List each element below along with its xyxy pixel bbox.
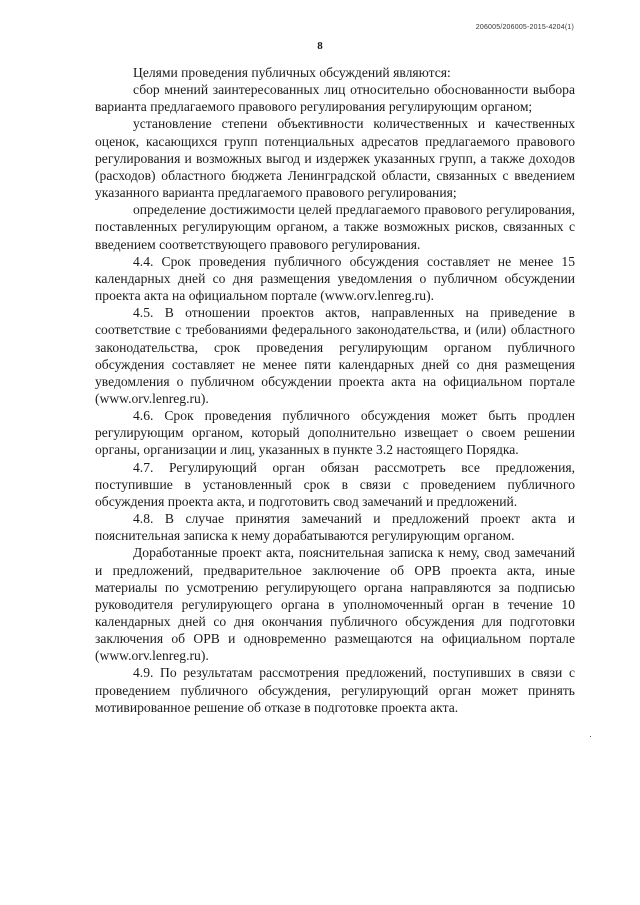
paragraph-4-7: 4.7. Регулирующий орган обязан рассмотреть все предложения, поступившие в установленный срок в связи с проведением публичного обсуждения проекта акта, и подготовить свод замечаний и предложений. [95, 459, 575, 509]
paragraph-4-6: 4.6. Срок проведения публичного обсуждения может быть продлен регулирующим органом, который дополнительно извещает о своем решении органы, организации и лиц, указанных в пункте 3.2 настоящего Порядка. [95, 408, 575, 458]
paragraph-4-8: 4.8. В случае принятия замечаний и предложений проект акта и пояснительная записка к нему дорабатываются регулирующим органом. [95, 511, 575, 544]
paragraph-4-8-continued: Доработанные проект акта, пояснительная записка к нему, свод замечаний и предложений, предварительное заключение об ОРВ проекта акта, иные материалы по усмотрению регулирующего органа направляются за подписью руководителя регулирующего органа в уполномоченный орган в течение 10 календарных дней со дня окончания публичного обсуждения для подготовки заключения об ОРВ и одновременно размещаются на официальном портале (www.orv.lenreg.ru). [95, 545, 575, 664]
paragraph-goal-3: определение достижимости целей предлагаемого правового регулирования, поставленных регулирующим органом, а также возможных рисков, связанных с введением соответствующего правового регулирования. [95, 202, 575, 252]
scan-speck [590, 736, 591, 737]
page-number: 8 [317, 40, 323, 52]
document-code: 206005/206005-2015-4204(1) [475, 24, 574, 31]
document-body [95, 64, 575, 716]
paragraph-goal-1: сбор мнений заинтересованных лиц относительно обоснованности выбора варианта предлагаемого правового регулирования регулирующим органом; [95, 82, 575, 115]
paragraph-goal-2: установление степени объективности количественных и качественных оценок, касающихся групп потенциальных адресатов предлагаемого правового регулирования и возможных выгод и издержек указанных групп, а также доходов (расходов) областного бюджета Ленинградской области, связанных с введением указанного варианта предлагаемого правового регулирования; [95, 116, 575, 201]
paragraph-4-9: 4.9. По результатам рассмотрения предложений, поступивших в связи с проведением публичного обсуждения, регулирующий орган может принять мотивированное решение об отказе в подготовке проекта акта. [95, 665, 575, 715]
paragraph-intro: Целями проведения публичных обсуждений являются: [133, 65, 451, 80]
paragraph-4-5: 4.5. В отношении проектов актов, направленных на приведение в соответствие с требованиями федерального законодательства, и (или) областного законодательства, срок проведения регулирующим органом публичного обсуждения составляет не менее пяти календарных дней со дня размещения уведомления о публичном обсуждении проекта акта на официальном портале (www.orv.lenreg.ru). [95, 305, 575, 406]
paragraph-4-4: 4.4. Срок проведения публичного обсуждения составляет не менее 15 календарных дней со дня размещения уведомления о публичном обсуждении проекта акта на официальном портале (www.orv.lenreg.ru). [95, 253, 575, 304]
